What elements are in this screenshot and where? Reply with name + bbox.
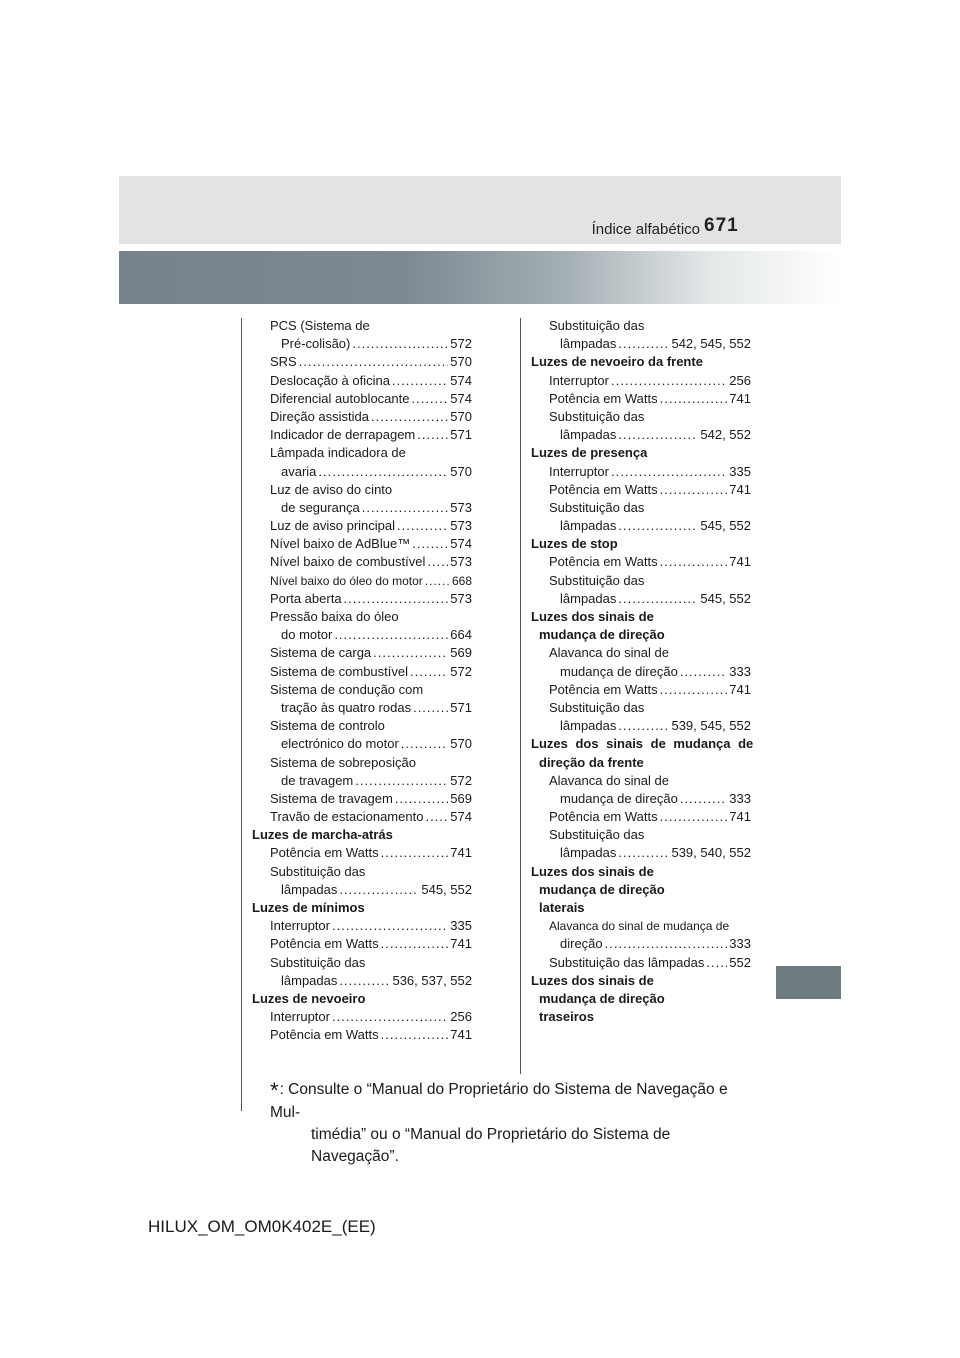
index-entry-page: 574 bbox=[450, 809, 472, 825]
dot-leader bbox=[660, 681, 728, 699]
index-entry-text: tração às quatro rodas bbox=[281, 699, 412, 715]
index-entry-page: 570 bbox=[450, 463, 472, 479]
index-entry-page: 741 bbox=[729, 390, 751, 406]
section-title: Índice alfabético bbox=[591, 221, 700, 238]
index-entry bbox=[252, 408, 472, 426]
index-entry-text: Potência em Watts bbox=[549, 554, 658, 570]
index-entry-text: Sistema de carga bbox=[270, 645, 372, 661]
index-entry bbox=[252, 553, 472, 571]
dot-leader bbox=[425, 572, 450, 590]
index-entry-text: Substituição das bbox=[549, 408, 645, 424]
index-entry bbox=[531, 608, 751, 626]
index-entry-text: Luzes dos sinais de bbox=[531, 609, 654, 624]
index-entry-text: Interruptor bbox=[270, 1009, 330, 1025]
index-entry-text: Porta aberta bbox=[270, 590, 342, 606]
dot-leader bbox=[299, 353, 449, 371]
index-entry bbox=[531, 535, 751, 553]
index-entry-page: 741 bbox=[450, 936, 472, 952]
index-entry bbox=[531, 644, 751, 662]
dot-leader bbox=[381, 1026, 449, 1044]
index-entry bbox=[252, 626, 472, 644]
index-entry-text: electrónico do motor bbox=[281, 736, 399, 752]
index-entry-page: 574 bbox=[450, 372, 472, 388]
index-entry-page: 552 bbox=[729, 954, 751, 970]
index-entry bbox=[252, 1026, 472, 1044]
index-entry bbox=[531, 699, 751, 717]
index-entry-text: lâmpadas bbox=[560, 427, 617, 443]
dot-leader bbox=[392, 372, 448, 390]
index-entry bbox=[252, 353, 472, 371]
index-entry-page: 545, 552 bbox=[700, 518, 751, 534]
index-entry bbox=[531, 590, 751, 608]
index-entry-page: 256 bbox=[729, 372, 751, 388]
index-entry-page: 333 bbox=[729, 790, 751, 806]
index-entry-page: 573 bbox=[450, 499, 472, 515]
index-entry-page: 573 bbox=[450, 554, 472, 570]
index-entry-page: 573 bbox=[450, 518, 472, 534]
dot-leader bbox=[334, 626, 448, 644]
index-entry bbox=[531, 808, 751, 826]
index-entry-text: Potência em Watts bbox=[549, 809, 658, 825]
index-entry bbox=[531, 335, 751, 353]
index-entry-text: lâmpadas bbox=[560, 590, 617, 606]
index-entry-text: Substituição das bbox=[549, 499, 645, 515]
index-entry bbox=[252, 808, 472, 826]
dot-leader bbox=[618, 590, 698, 608]
index-entry bbox=[252, 754, 472, 772]
index-entry bbox=[252, 899, 472, 917]
index-entry-text: traseiros bbox=[539, 1009, 594, 1025]
footnote-text-1: : Consulte o “Manual do Proprietário do Sistema de Navegação e Mul- bbox=[270, 1081, 728, 1121]
index-entry bbox=[252, 917, 472, 935]
index-entry-text: Luzes de mínimos bbox=[252, 900, 365, 915]
index-entry-text: Luzes dos sinais de mudança de bbox=[531, 736, 754, 752]
index-entry-text: Potência em Watts bbox=[270, 1027, 379, 1043]
index-entry-page: 335 bbox=[729, 463, 751, 479]
dot-leader bbox=[410, 663, 448, 681]
index-entry-page: 572 bbox=[450, 772, 472, 788]
index-entry bbox=[252, 335, 472, 353]
index-entry-page: 542, 552 bbox=[700, 427, 751, 443]
index-entry-page: 741 bbox=[729, 809, 751, 825]
index-entry-page: 570 bbox=[450, 354, 472, 370]
index-entry-page: 741 bbox=[729, 481, 751, 497]
index-entry bbox=[531, 663, 751, 681]
dot-leader bbox=[618, 335, 669, 353]
index-column-left bbox=[252, 317, 472, 1045]
index-entry bbox=[531, 735, 754, 753]
index-entry-text: mudança de direção bbox=[560, 790, 678, 806]
index-entry-page: 570 bbox=[450, 736, 472, 752]
index-entry-text: Indicador de derrapagem bbox=[270, 427, 416, 443]
index-entry bbox=[531, 481, 751, 499]
dot-leader bbox=[381, 935, 449, 953]
index-entry-text: Nível baixo de combustível bbox=[270, 554, 426, 570]
index-entry-text: Luzes dos sinais de bbox=[531, 972, 654, 988]
index-entry-text: Sistema de combustível bbox=[270, 663, 409, 679]
dot-leader bbox=[318, 463, 448, 481]
index-entry-text: Lâmpada indicadora de bbox=[270, 445, 406, 461]
dot-leader bbox=[660, 553, 728, 571]
index-entry bbox=[252, 644, 472, 662]
index-entry-text: avaria bbox=[281, 463, 317, 479]
index-entry-text: Potência em Watts bbox=[549, 390, 658, 406]
index-entry-page: 539, 540, 552 bbox=[671, 845, 751, 861]
index-entry-text: de segurança bbox=[281, 499, 360, 515]
index-entry bbox=[252, 790, 472, 808]
dot-leader bbox=[427, 553, 448, 571]
index-entry bbox=[531, 917, 751, 935]
index-entry-text: lâmpadas bbox=[560, 845, 617, 861]
column-divider-middle bbox=[520, 318, 521, 1074]
index-entry bbox=[531, 426, 751, 444]
index-entry-text: Luzes dos sinais de bbox=[531, 863, 654, 879]
index-entry-text: do motor bbox=[281, 627, 333, 643]
index-entry-page: 569 bbox=[450, 790, 472, 806]
index-entry bbox=[252, 1008, 472, 1026]
index-entry-page: 569 bbox=[450, 645, 472, 661]
index-entry-text: Potência em Watts bbox=[549, 481, 658, 497]
index-entry bbox=[531, 317, 751, 335]
index-entry bbox=[531, 372, 751, 390]
index-entry-text: Luzes de nevoeiro bbox=[252, 990, 366, 1006]
index-entry-text: Luz de aviso principal bbox=[270, 518, 396, 534]
index-entry-text: Potência em Watts bbox=[270, 845, 379, 861]
index-entry bbox=[531, 499, 751, 517]
index-entry bbox=[531, 863, 751, 881]
index-entry-text: de travagem bbox=[281, 772, 354, 788]
footnote-line-2: timédia” ou o “Manual do Proprietário do Sistema de Navegação”. bbox=[311, 1126, 671, 1165]
dot-leader bbox=[618, 844, 669, 862]
index-entry-page: 536, 537, 552 bbox=[392, 972, 472, 988]
index-entry-page: 572 bbox=[450, 336, 472, 352]
index-entry bbox=[531, 772, 751, 790]
index-entry-text: laterais bbox=[539, 900, 585, 915]
page-number: 671 bbox=[704, 215, 739, 236]
index-entry bbox=[252, 499, 472, 517]
section-side-tab bbox=[776, 966, 841, 999]
index-entry-text: Sistema de sobreposição bbox=[270, 754, 416, 770]
index-entry-text: Interruptor bbox=[549, 372, 609, 388]
index-entry-text: lâmpadas bbox=[560, 336, 617, 352]
header-accent-bar bbox=[119, 251, 841, 304]
dot-leader bbox=[395, 790, 448, 808]
index-entry bbox=[252, 717, 472, 735]
dot-leader bbox=[332, 917, 448, 935]
index-entry-page: 570 bbox=[450, 408, 472, 424]
index-entry bbox=[531, 408, 751, 426]
index-entry bbox=[252, 954, 472, 972]
index-entry bbox=[252, 990, 472, 1008]
index-entry-page: 572 bbox=[450, 663, 472, 679]
index-entry-page: 741 bbox=[450, 1027, 472, 1043]
index-entry-page: 574 bbox=[450, 536, 472, 552]
index-entry bbox=[252, 390, 472, 408]
index-entry-page: 333 bbox=[729, 663, 751, 679]
index-entry-text: Alavanca do sinal de bbox=[549, 772, 669, 788]
index-entry bbox=[531, 463, 751, 481]
dot-leader bbox=[339, 972, 390, 990]
index-entry-text: Luzes de nevoeiro da frente bbox=[531, 354, 703, 370]
index-entry-page: 741 bbox=[729, 554, 751, 570]
index-entry-text: direção bbox=[560, 936, 603, 952]
dot-leader bbox=[362, 499, 449, 517]
index-entry-page: 542, 545, 552 bbox=[671, 336, 751, 352]
index-entry bbox=[252, 481, 472, 499]
index-entry bbox=[531, 572, 751, 590]
index-entry-text: Substituição das bbox=[549, 699, 645, 715]
index-entry-text: Luzes de presença bbox=[531, 445, 648, 461]
index-entry-text: Substituição das bbox=[270, 863, 366, 879]
index-entry-text: Alavanca do sinal de mudança de bbox=[549, 919, 730, 934]
dot-leader bbox=[605, 935, 728, 953]
index-entry-text: Sistema de travagem bbox=[270, 790, 393, 806]
index-column-right bbox=[531, 317, 754, 1026]
column-divider-left bbox=[241, 318, 242, 1111]
index-entry-page: 664 bbox=[450, 627, 472, 643]
index-entry-text: Substituição das bbox=[549, 572, 645, 588]
index-entry-text: Sistema de controlo bbox=[270, 718, 385, 734]
index-entry bbox=[531, 717, 751, 735]
index-entry bbox=[252, 681, 472, 699]
index-entry bbox=[531, 444, 751, 462]
index-entry bbox=[531, 935, 751, 953]
index-entry bbox=[252, 844, 472, 862]
index-entry bbox=[531, 553, 751, 571]
index-entry bbox=[252, 572, 472, 590]
index-entry-text: Luzes de stop bbox=[531, 536, 618, 552]
index-entry bbox=[252, 735, 472, 753]
dot-leader bbox=[373, 644, 448, 662]
index-entry-text: Alavanca do sinal de bbox=[549, 645, 669, 661]
footnote-marker: * bbox=[270, 1078, 279, 1103]
index-entry bbox=[531, 881, 751, 899]
index-entry-text: mudança de direção bbox=[539, 881, 665, 897]
index-entry-text: Nível baixo de AdBlue™ bbox=[270, 536, 411, 552]
index-entry-text: Direção assistida bbox=[270, 408, 369, 424]
index-entry bbox=[531, 626, 751, 644]
dot-leader bbox=[706, 954, 727, 972]
index-entry-text: Potência em Watts bbox=[270, 936, 379, 952]
index-entry bbox=[531, 1008, 751, 1026]
dot-leader bbox=[381, 844, 449, 862]
dot-leader bbox=[611, 463, 727, 481]
index-entry-page: 335 bbox=[450, 918, 472, 934]
index-entry bbox=[252, 863, 472, 881]
index-entry-text: Travão de estacionamento bbox=[270, 809, 424, 825]
index-entry-page: 539, 545, 552 bbox=[671, 718, 751, 734]
index-entry-text: lâmpadas bbox=[281, 881, 338, 897]
index-entry bbox=[252, 463, 472, 481]
dot-leader bbox=[355, 772, 448, 790]
index-entry-text: Substituição das bbox=[270, 954, 366, 970]
dot-leader bbox=[618, 517, 698, 535]
dot-leader bbox=[412, 535, 448, 553]
index-entry bbox=[252, 590, 472, 608]
index-entry-text: Sistema de condução com bbox=[270, 681, 424, 697]
footnote-line-1 bbox=[270, 1079, 752, 1124]
index-entry bbox=[252, 826, 472, 844]
footnote bbox=[270, 1079, 752, 1168]
index-entry bbox=[531, 844, 751, 862]
index-entry-text: Interruptor bbox=[549, 463, 609, 479]
index-entry-text: Substituição das bbox=[549, 318, 645, 333]
index-entry-text: Pré-colisão) bbox=[281, 336, 351, 352]
index-entry bbox=[252, 444, 472, 462]
index-entry-page: 571 bbox=[450, 427, 472, 443]
index-entry-page: 573 bbox=[450, 590, 472, 606]
dot-leader bbox=[371, 408, 448, 426]
index-entry-text: lâmpadas bbox=[560, 718, 617, 734]
dot-leader bbox=[417, 426, 448, 444]
dot-leader bbox=[660, 808, 728, 826]
index-entry-text: mudança de direção bbox=[539, 990, 665, 1006]
index-entry bbox=[531, 790, 751, 808]
dot-leader bbox=[401, 735, 449, 753]
dot-leader bbox=[660, 481, 728, 499]
index-entry-text: Nível baixo do óleo do motor bbox=[270, 573, 423, 588]
dot-leader bbox=[332, 1008, 448, 1026]
index-entry bbox=[252, 699, 472, 717]
index-entry bbox=[531, 990, 751, 1008]
index-entry bbox=[531, 681, 751, 699]
dot-leader bbox=[411, 390, 448, 408]
index-entry-text: Substituição das bbox=[549, 827, 645, 843]
index-entry bbox=[531, 826, 751, 844]
index-entry bbox=[252, 426, 472, 444]
dot-leader bbox=[618, 426, 698, 444]
index-entry bbox=[252, 608, 472, 626]
dot-leader bbox=[413, 699, 448, 717]
index-entry-text: PCS (Sistema de bbox=[270, 318, 370, 333]
dot-leader bbox=[352, 335, 448, 353]
index-entry bbox=[531, 899, 751, 917]
index-entry bbox=[531, 390, 751, 408]
index-entry-page: 571 bbox=[450, 699, 472, 715]
dot-leader bbox=[344, 590, 449, 608]
index-entry bbox=[531, 353, 751, 371]
index-entry-page: 741 bbox=[450, 845, 472, 861]
index-entry bbox=[252, 772, 472, 790]
dot-leader bbox=[660, 390, 728, 408]
index-entry-text: Deslocação à oficina bbox=[270, 372, 390, 388]
index-entry-page: 333 bbox=[729, 936, 751, 952]
index-entry bbox=[252, 535, 472, 553]
index-entry-text: lâmpadas bbox=[560, 518, 617, 534]
index-entry bbox=[252, 317, 472, 335]
index-entry-page: 545, 552 bbox=[421, 881, 472, 897]
index-entry-text: mudança de direção bbox=[539, 627, 665, 643]
index-entry-text: direção da frente bbox=[539, 754, 644, 770]
dot-leader bbox=[680, 790, 727, 808]
dot-leader bbox=[339, 881, 419, 899]
index-entry-text: Diferencial autoblocante bbox=[270, 390, 410, 406]
dot-leader bbox=[425, 808, 448, 826]
document-code: HILUX_OM_OM0K402E_(EE) bbox=[148, 1217, 376, 1236]
index-entry-text: lâmpadas bbox=[281, 972, 338, 988]
dot-leader bbox=[611, 372, 727, 390]
dot-leader bbox=[397, 517, 448, 535]
index-entry-text: Interruptor bbox=[270, 918, 330, 934]
index-entry bbox=[531, 754, 751, 772]
index-entry bbox=[252, 972, 472, 990]
dot-leader bbox=[680, 663, 727, 681]
index-entry-text: mudança de direção bbox=[560, 663, 678, 679]
index-entry-page: 668 bbox=[451, 573, 472, 588]
index-entry-page: 256 bbox=[450, 1009, 472, 1025]
index-entry bbox=[531, 972, 751, 990]
index-entry-text: SRS bbox=[270, 354, 297, 370]
index-entry bbox=[531, 517, 751, 535]
index-entry bbox=[252, 881, 472, 899]
index-entry-page: 545, 552 bbox=[700, 590, 751, 606]
index-entry-text: Substituição das lâmpadas bbox=[549, 954, 705, 970]
index-entry bbox=[252, 372, 472, 390]
index-entry-page: 574 bbox=[450, 390, 472, 406]
index-entry-text: Pressão baixa do óleo bbox=[270, 609, 399, 624]
index-entry-page: 741 bbox=[729, 681, 751, 697]
index-entry-text: Luzes de marcha-atrás bbox=[252, 827, 393, 843]
index-entry-text: Potência em Watts bbox=[549, 681, 658, 697]
index-entry bbox=[531, 954, 751, 972]
index-entry-text: Luz de aviso do cinto bbox=[270, 481, 393, 497]
dot-leader bbox=[618, 717, 669, 735]
index-entry bbox=[252, 517, 472, 535]
index-entry bbox=[252, 663, 472, 681]
index-entry bbox=[252, 935, 472, 953]
